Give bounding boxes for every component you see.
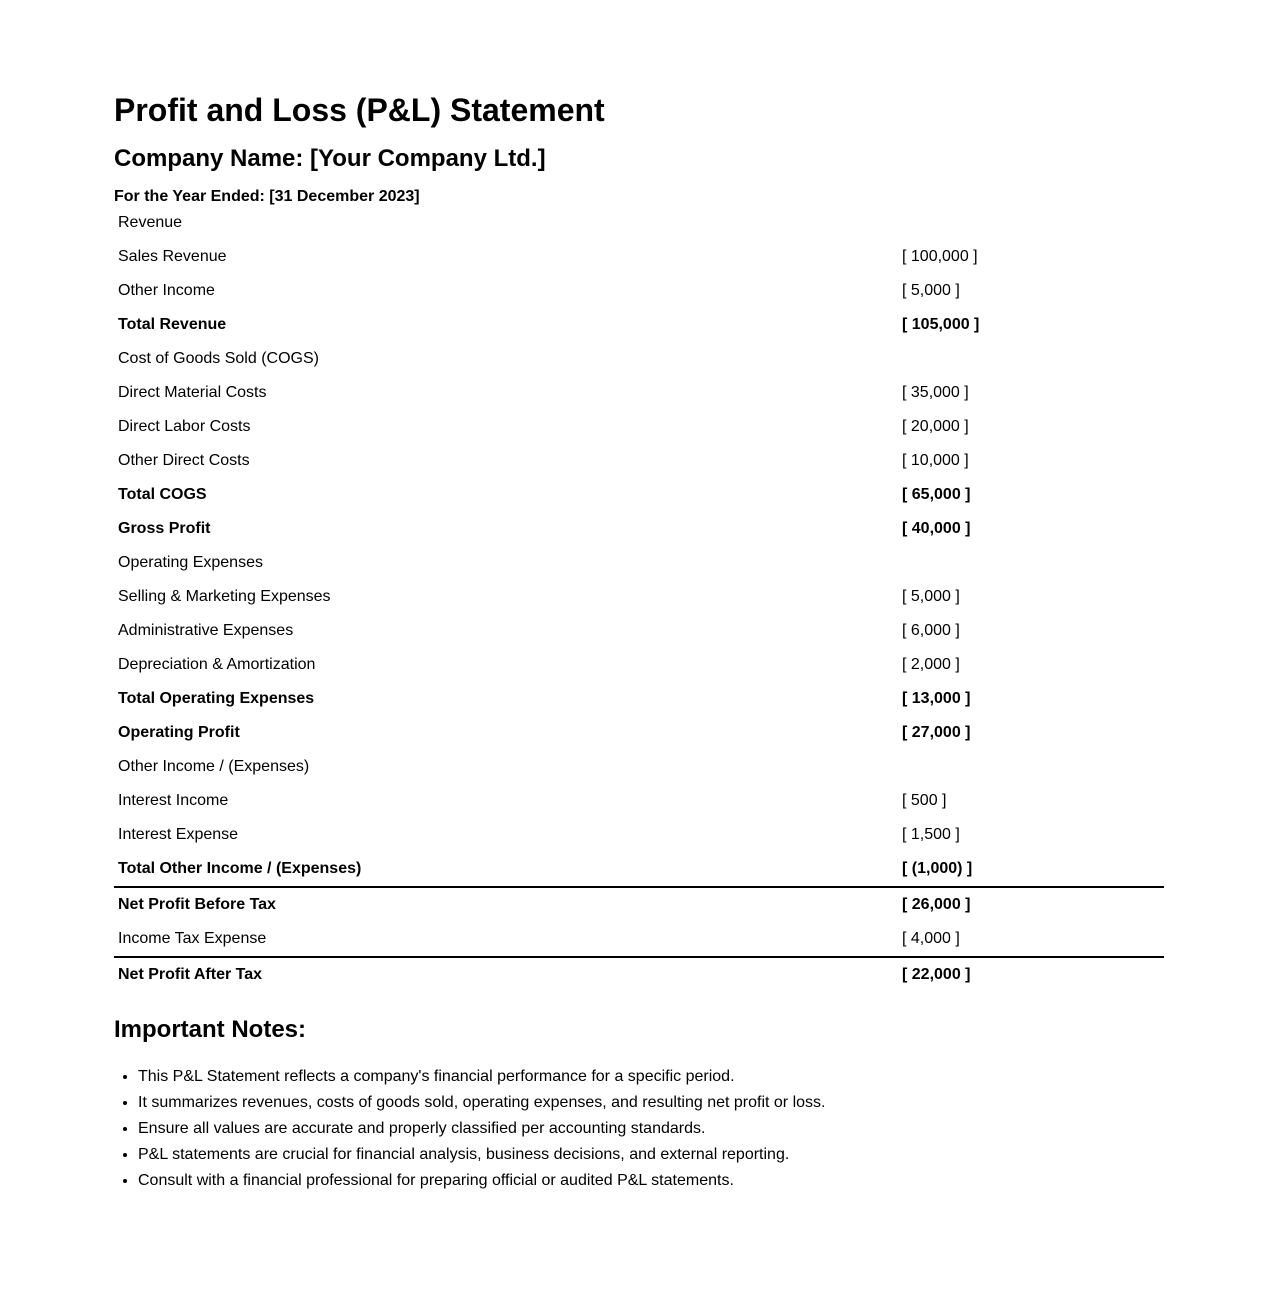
row-value: [ 20,000 ]	[902, 418, 969, 435]
row-net-profit-after-tax	[114, 956, 1164, 992]
row-value: [ 10,000 ]	[902, 452, 969, 469]
row-value: [ 4,000 ]	[902, 930, 960, 947]
row-label: Income Tax Expense	[118, 930, 267, 947]
section-header-other-income-expenses	[114, 750, 1164, 784]
row-direct-material-costs	[114, 376, 1164, 410]
row-label: Direct Material Costs	[118, 384, 267, 401]
row-sales-revenue	[114, 240, 1164, 274]
row-label: Operating Profit	[118, 724, 240, 741]
row-label: Direct Labor Costs	[118, 418, 251, 435]
row-other-direct-costs	[114, 444, 1164, 478]
row-value: [ 100,000 ]	[902, 248, 978, 265]
row-label: Revenue	[118, 214, 183, 231]
row-other-income	[114, 274, 1164, 308]
row-total-other-income-expenses	[114, 852, 1164, 886]
row-selling-marketing	[114, 580, 1164, 614]
row-label: Depreciation & Amortization	[118, 656, 316, 673]
row-value: [ 5,000 ]	[902, 588, 960, 605]
row-value: [ 26,000 ]	[902, 896, 971, 913]
list-item: • This P&L Statement reflects a company's financial performance for a specific period.	[138, 1064, 825, 1090]
list-item: • Ensure all values are accurate and properly classified per accounting standards.	[138, 1116, 825, 1142]
row-direct-labor-costs	[114, 410, 1164, 444]
row-label: Total COGS	[118, 486, 207, 503]
row-interest-expense	[114, 818, 1164, 852]
row-label: Other Income / (Expenses)	[118, 758, 310, 775]
row-value: [ 500 ]	[902, 792, 947, 809]
row-label: Sales Revenue	[118, 248, 227, 265]
section-header-cogs	[114, 342, 1164, 376]
notes-heading: Important Notes:	[114, 1016, 306, 1043]
row-value: [ 5,000 ]	[902, 282, 960, 299]
row-label: Selling & Marketing Expenses	[118, 588, 331, 605]
row-label: Net Profit Before Tax	[118, 896, 276, 913]
row-label: Total Operating Expenses	[118, 690, 315, 707]
reporting-period: For the Year Ended: [31 December 2023]	[114, 188, 420, 205]
row-operating-profit	[114, 716, 1164, 750]
row-value: [ 35,000 ]	[902, 384, 969, 401]
row-value: [ 22,000 ]	[902, 966, 971, 983]
list-item: • It summarizes revenues, costs of goods sold, operating expenses, and resulting net profit or loss.	[138, 1090, 825, 1116]
notes-list	[114, 1064, 825, 1194]
row-value: [ 6,000 ]	[902, 622, 960, 639]
section-header-revenue	[114, 206, 1164, 240]
row-administrative	[114, 614, 1164, 648]
page-title: Profit and Loss (P&L) Statement	[114, 92, 605, 128]
row-depreciation-amortization	[114, 648, 1164, 682]
row-interest-income	[114, 784, 1164, 818]
row-label: Total Other Income / (Expenses)	[118, 860, 362, 877]
row-label: Cost of Goods Sold (COGS)	[118, 350, 319, 367]
row-label: Gross Profit	[118, 520, 211, 537]
section-header-operating-expenses	[114, 546, 1164, 580]
row-value: [ 105,000 ]	[902, 316, 980, 333]
row-label: Administrative Expenses	[118, 622, 294, 639]
row-total-operating-expenses	[114, 682, 1164, 716]
row-label: Operating Expenses	[118, 554, 263, 571]
row-label: Other Direct Costs	[118, 452, 250, 469]
row-label: Interest Income	[118, 792, 229, 809]
row-value: [ 13,000 ]	[902, 690, 971, 707]
pl-statement-table	[114, 206, 1164, 992]
row-total-revenue	[114, 308, 1164, 342]
row-value: [ 40,000 ]	[902, 520, 971, 537]
row-gross-profit	[114, 512, 1164, 546]
row-income-tax-expense	[114, 922, 1164, 956]
list-item: • Consult with a financial professional for preparing official or audited P&L statements.	[138, 1168, 825, 1194]
company-name: Company Name: [Your Company Ltd.]	[114, 145, 546, 172]
row-total-cogs	[114, 478, 1164, 512]
row-value: [ 2,000 ]	[902, 656, 960, 673]
row-label: Interest Expense	[118, 826, 239, 843]
row-label: Net Profit After Tax	[118, 966, 263, 983]
row-net-profit-before-tax	[114, 886, 1164, 922]
row-value: [ (1,000) ]	[902, 860, 973, 877]
row-value: [ 27,000 ]	[902, 724, 971, 741]
row-label: Other Income	[118, 282, 215, 299]
row-value: [ 1,500 ]	[902, 826, 960, 843]
list-item: • P&L statements are crucial for financial analysis, business decisions, and external reporting.	[138, 1142, 825, 1168]
row-label: Total Revenue	[118, 316, 227, 333]
row-value: [ 65,000 ]	[902, 486, 971, 503]
